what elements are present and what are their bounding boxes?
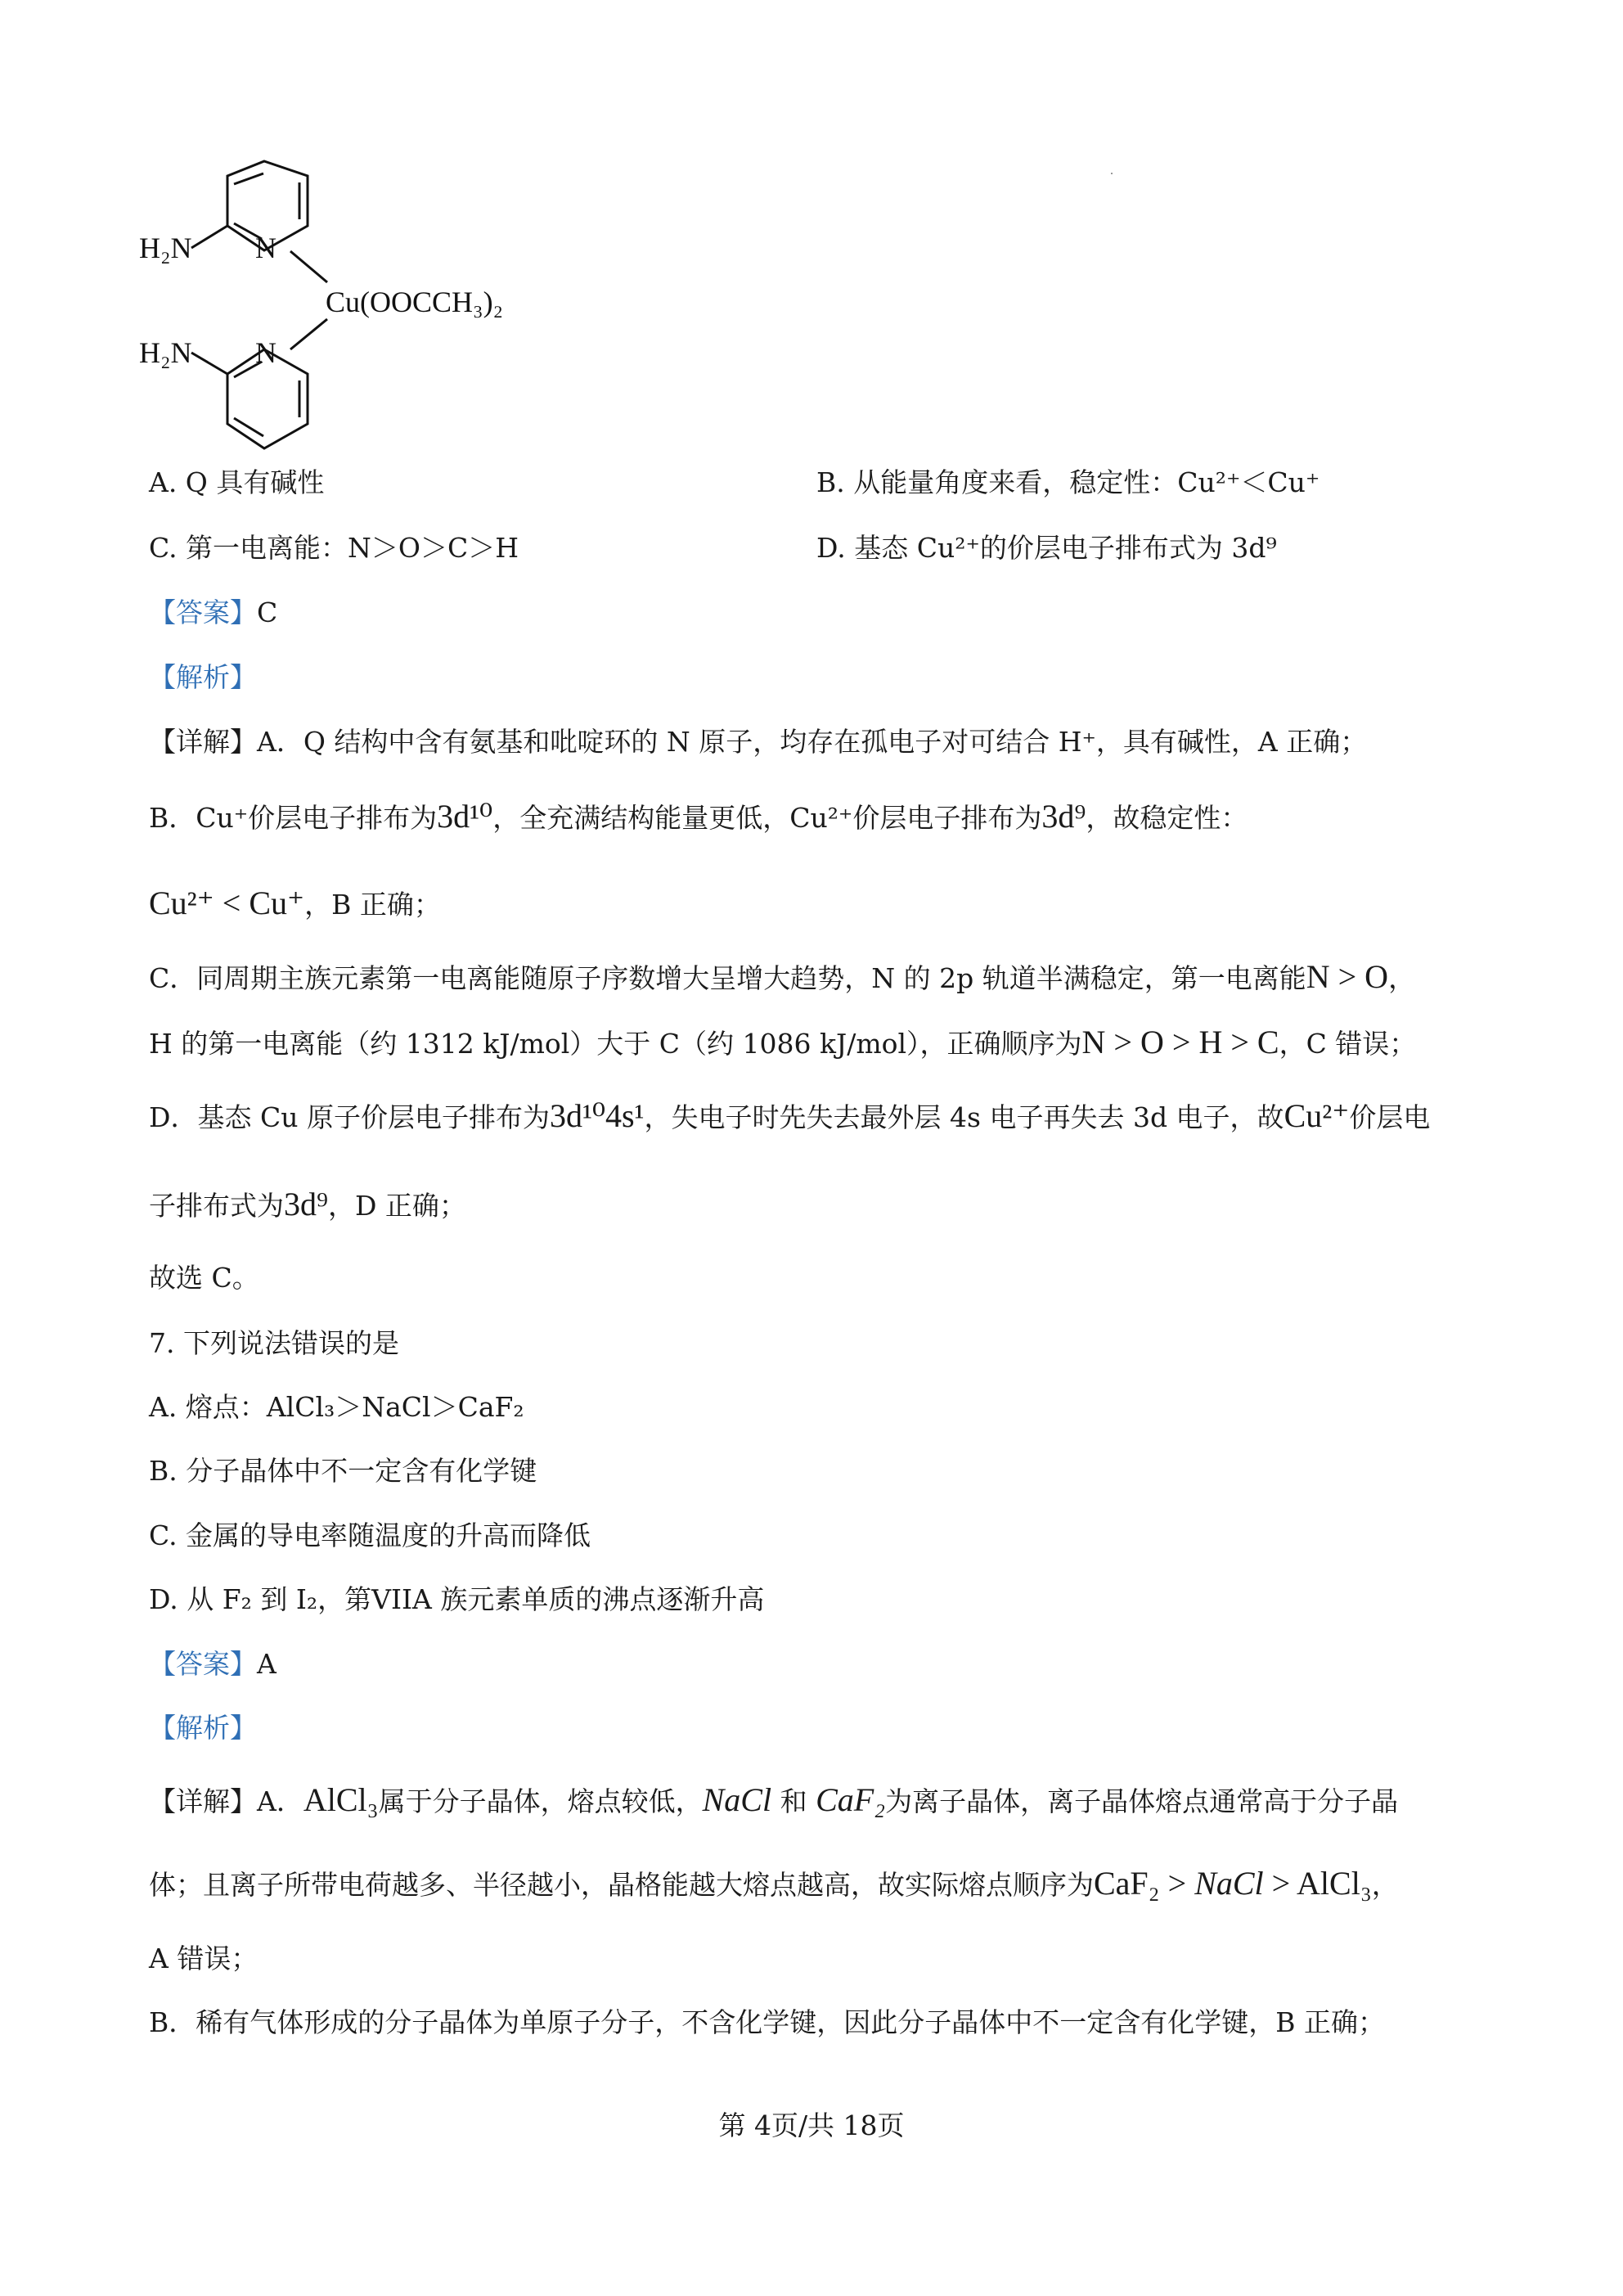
q7-stem: 7. 下列说法错误的是 xyxy=(149,1327,399,1359)
q7-option-d: D. 从 F₂ 到 I₂，第VIIA 族元素单质的沸点逐渐升高 xyxy=(149,1583,765,1615)
q6-detail-c-line2 xyxy=(149,1024,1416,1062)
q6-conclusion: 故选 C。 xyxy=(149,1262,259,1294)
math: N > O > H > C xyxy=(1081,1024,1279,1060)
speck xyxy=(1111,173,1113,174)
text: ，D 正确； xyxy=(327,1190,466,1222)
q7-detail-a-line3: A 错误； xyxy=(149,1943,259,1974)
q7-detail-b: B．稀有气体形成的分子晶体为单原子分子，不含化学键，因此分子晶体中不一定含有化学键，B 正确； xyxy=(149,2006,1385,2038)
q7-detail-a-line1 xyxy=(149,1782,1398,1820)
text: 体；且离子所带电荷越多、半径越小，晶格能越大熔点越高，故实际熔点顺序为 xyxy=(149,1869,1094,1901)
math: 3d⁹ xyxy=(284,1186,328,1222)
answer-value: A xyxy=(257,1648,276,1680)
text: C．同周期主族元素第一电离能随原子序数增大呈增大趋势，N 的 2p 轨道半满稳定，第一电离能 xyxy=(149,962,1306,994)
q6-answer xyxy=(149,595,277,631)
math: Cu²⁺ xyxy=(1284,1097,1350,1134)
text: ，B 正确； xyxy=(304,889,441,921)
q7-option-c: C. 金属的导电率随温度的升高而降低 xyxy=(149,1519,591,1551)
math: N > O xyxy=(1306,958,1389,995)
text: 子排布式为 xyxy=(149,1190,284,1222)
q7-option-b: B. 分子晶体中不一定含有化学键 xyxy=(149,1455,537,1487)
text: 【详解】A． xyxy=(149,1785,303,1817)
q6-option-d: D. 基态 Cu²⁺的价层电子排布式为 3d⁹ xyxy=(816,532,1277,564)
structure-bonds xyxy=(191,161,327,448)
math: NaCl xyxy=(702,1781,772,1818)
text: 价层电 xyxy=(1349,1101,1431,1133)
math: Cu²⁺ < Cu⁺ xyxy=(149,885,305,921)
copper-complex-structure xyxy=(139,151,548,454)
q6-detail-c-line1 xyxy=(149,959,1415,997)
label-h2n-top: H₂N xyxy=(139,232,192,264)
text: H 的第一电离能（约 1312 kJ/mol）大于 C（约 1086 kJ/mol），正确顺序为 xyxy=(149,1028,1082,1060)
q6-analysis-tag: 【解析】 xyxy=(149,661,257,693)
text: 属于分子晶体，熔点较低， xyxy=(378,1785,703,1817)
page-footer: 第 4页/共 18页 xyxy=(718,2109,905,2141)
q6-option-b: B. 从能量角度来看，稳定性：Cu²⁺＜Cu⁺ xyxy=(816,466,1320,498)
q6-option-a: A. Q 具有碱性 xyxy=(149,466,325,498)
answer-tag: 【答案】 xyxy=(149,1648,257,1680)
q6-option-c: C. 第一电离能：N＞O＞C＞H xyxy=(149,532,519,564)
label-n-top: N xyxy=(255,232,276,264)
q6-detail-b-line2 xyxy=(149,885,441,923)
label-h2n-bottom: H₂N xyxy=(139,336,192,369)
text: ，失电子时先失去最外层 4s 电子再失去 3d 电子，故 xyxy=(644,1101,1284,1133)
q6-detail-a: 【详解】A．Q 结构中含有氨基和吡啶环的 N 原子，均存在孤电子对可结合 H⁺，具有碱性，A 正确； xyxy=(149,726,1368,758)
answer-value: C xyxy=(257,597,278,628)
q7-analysis-tag: 【解析】 xyxy=(149,1712,257,1744)
text: 和 xyxy=(771,1785,816,1817)
answer-tag: 【答案】 xyxy=(149,597,257,628)
math: NaCl xyxy=(1194,1865,1264,1902)
math: 3d⁹ xyxy=(1041,798,1086,835)
q7-option-a: A. 熔点：AlCl₃＞NaCl＞CaF₂ xyxy=(149,1391,524,1423)
math: CaF₂ > xyxy=(1094,1865,1195,1902)
label-n-bottom: N xyxy=(255,336,276,369)
text: ，全充满结构能量更低，Cu²⁺价层电子排布为 xyxy=(492,802,1042,834)
math: CaF₂ xyxy=(816,1781,886,1818)
q6-detail-d-line1 xyxy=(149,1098,1430,1136)
label-cu-acetate: Cu(OOCCH₃)₂ xyxy=(326,286,504,318)
text: ，C 错误； xyxy=(1279,1028,1417,1060)
text: ， xyxy=(1371,1869,1399,1901)
math: 3d¹⁰ xyxy=(437,798,493,835)
math: > AlCl₃ xyxy=(1263,1865,1372,1902)
text: ，故稳定性： xyxy=(1086,802,1248,834)
text: ， xyxy=(1388,962,1416,994)
math: 3d¹⁰4s¹ xyxy=(549,1097,645,1134)
text: B．Cu⁺价层电子排布为 xyxy=(149,802,438,834)
q7-answer xyxy=(149,1646,276,1682)
q7-detail-a-line2 xyxy=(149,1866,1399,1903)
text: D．基态 Cu 原子价层电子排布为 xyxy=(149,1101,550,1133)
math: AlCl₃ xyxy=(303,1781,379,1818)
q6-detail-b-line1 xyxy=(149,799,1248,836)
text: 为离子晶体，离子晶体熔点通常高于分子晶 xyxy=(885,1785,1399,1817)
q6-detail-d-line2 xyxy=(149,1186,466,1224)
